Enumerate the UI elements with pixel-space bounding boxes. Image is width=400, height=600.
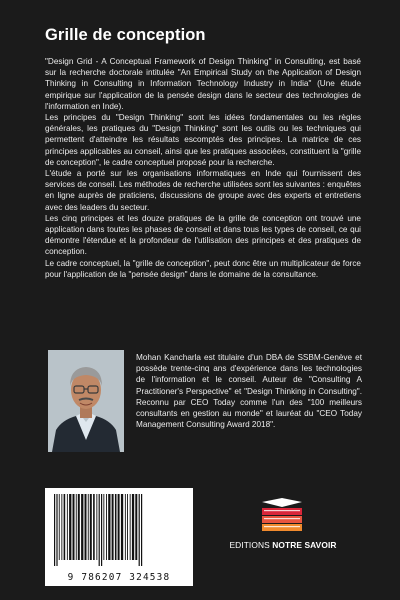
- publisher-name: [225, 540, 341, 550]
- barcode-bar: [59, 494, 60, 560]
- barcode-bar: [103, 494, 104, 560]
- barcode-bar: [106, 494, 107, 560]
- barcode-bar: [139, 494, 140, 566]
- barcode-bar: [88, 494, 89, 560]
- barcode-bar: [54, 494, 55, 566]
- barcode-bars: [52, 494, 186, 566]
- barcode-bar: [96, 494, 97, 560]
- barcode-bar: [64, 494, 66, 560]
- publisher-name-part1: EDITIONS: [229, 540, 273, 550]
- barcode-bar: [125, 494, 126, 560]
- barcode-bar: [67, 494, 68, 560]
- stacked-books-icon: [260, 498, 304, 534]
- barcode-bar: [56, 494, 57, 566]
- author-bio: Mohan Kancharla est titulaire d'un DBA de SSBM-Genève et possède trente-cinq ans d'expérience dans les technologies de l'information et le conseil. Auteur de "Consulting A Practitioner's Perspective" et "Design Thinking in Consulting". Reconnu par CEO Today comme l'un des "100 meilleurs consultants en gestion au monde" et lauréat du "CEO Today Management Consulting Award 2018".: [136, 353, 362, 430]
- barcode-bar: [61, 494, 62, 560]
- blurb-paragraph: Les principes du "Design Thinking" sont les idées fondamentales ou les règles générales, les pratiques du "Design Thinking" sont les outils ou les techniques qui permettent d'atteindre les résultats escomptés des principes. La matrice de ces principes applicables au conseil, ainsi que les pratiques associées, constituent la "grille de conception", le cadre conceptuel proposé pour la recherche.: [45, 113, 361, 167]
- barcode-bar: [115, 494, 117, 560]
- barcode-bar: [132, 494, 134, 560]
- barcode-bar: [85, 494, 87, 560]
- author-portrait-icon: [48, 350, 124, 452]
- book-title: Grille de conception: [45, 26, 206, 44]
- barcode-bar: [108, 494, 110, 560]
- publisher-name-part2: NOTRE SAVOIR: [272, 540, 337, 550]
- barcode-bar: [76, 494, 77, 560]
- barcode-bar: [93, 494, 95, 560]
- barcode-bar: [69, 494, 71, 560]
- blurb-paragraph: Le cadre conceptuel, la "grille de conception", peut donc être un multiplicateur de force pour l'application de la "pensée design" dans le domaine de la consultance.: [45, 258, 361, 279]
- barcode-bar: [130, 494, 131, 560]
- isbn-number: 9 786207 324538: [67, 572, 171, 583]
- author-photo: [48, 350, 124, 452]
- barcode-bar: [141, 494, 142, 566]
- barcode-bar: [81, 494, 83, 560]
- barcode-bar: [101, 494, 102, 566]
- barcode-bar: [121, 494, 123, 560]
- barcode-bar: [99, 494, 100, 566]
- isbn-barcode: [45, 488, 193, 586]
- barcode-bar: [127, 494, 128, 560]
- blurb-paragraph: "Design Grid - A Conceptual Framework of Design Thinking" in Consulting, est basé sur la recherche doctorale intitulée "An Empirical Study on the Application of Design Thinking in Consulting in Information Technology Industry in India" (Une étude empirique sur l'application de la pensée design dans le secteur des technologies de l'information en Inde).: [45, 57, 361, 111]
- barcode-bar: [135, 494, 137, 560]
- barcode-bar: [73, 494, 75, 560]
- blurb: [45, 56, 361, 280]
- blurb-paragraph: Les cinq principes et les douze pratiques de la grille de conception ont trouvé une application dans toutes les phases de conseil et dans tous les types de conseil, ce qui démontre l'étendue et la profondeur de l'utilisation des principes et des pratiques de conception.: [45, 213, 361, 257]
- barcode-bar: [78, 494, 80, 560]
- blurb-paragraph: L'étude a porté sur les organisations informatiques en Inde qui fournissent des services de conseil. Les méthodes de recherche utilisées sont les suivantes : enquêtes en ligne auprès de praticiens, discussions de groupe avec des experts et entretiens avec des leaders du secteur.: [45, 169, 361, 212]
- barcode-bar: [90, 494, 92, 560]
- barcode-bar: [118, 494, 120, 560]
- barcode-bar: [112, 494, 114, 560]
